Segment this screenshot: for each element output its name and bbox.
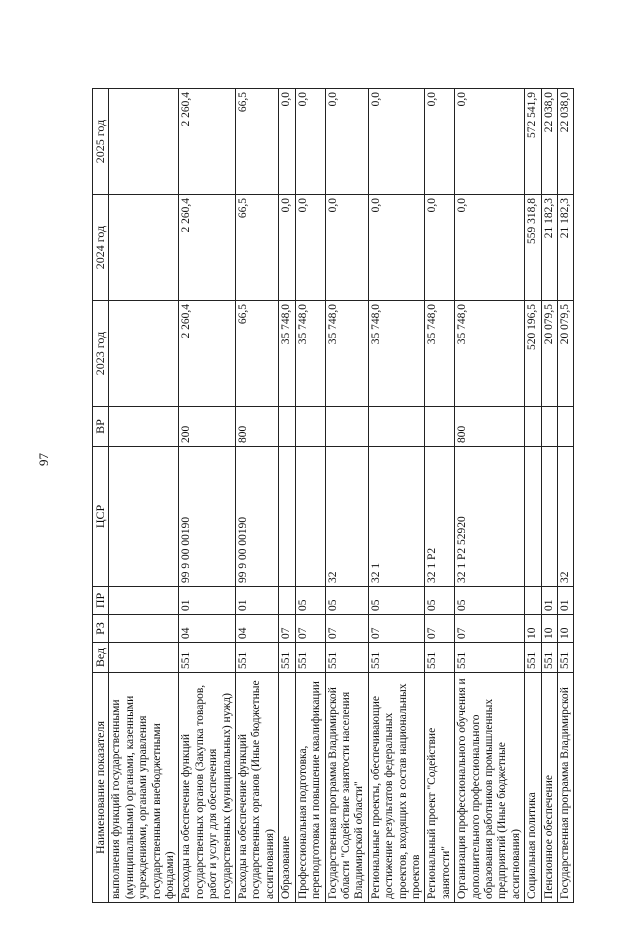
table-cell: 551 [325, 643, 368, 673]
indicator-name-cell: Профессиональная подготовка, переподготовка и повышение квалификации [295, 673, 325, 903]
indicator-name-cell: Образование [279, 673, 295, 903]
table-cell [109, 89, 179, 195]
table-cell: 551 [525, 643, 541, 673]
table-cell: 551 [279, 643, 295, 673]
table-row [368, 89, 425, 903]
table-cell: 35 748,0 [425, 301, 455, 407]
table-cell: 0,0 [325, 195, 368, 301]
table-cell [295, 447, 325, 587]
table-cell: 07 [368, 615, 425, 643]
table-cell: 22 038,0 [541, 89, 557, 195]
header-cell: Вед [93, 643, 109, 673]
table-cell: 07 [425, 615, 455, 643]
table-cell: 0,0 [295, 195, 325, 301]
header-cell: 2025 год [93, 89, 109, 195]
table-cell [109, 587, 179, 615]
table-cell: 04 [236, 615, 279, 643]
header-cell: РЗ [93, 615, 109, 643]
table-cell: 0,0 [425, 195, 455, 301]
table-cell: 07 [455, 615, 525, 643]
table-cell: 66,5 [236, 301, 279, 407]
table-cell: 551 [541, 643, 557, 673]
table-cell [525, 587, 541, 615]
table-cell: 800 [236, 407, 279, 447]
table-row [525, 89, 541, 903]
header-cell: Наименование показателя [93, 673, 109, 903]
table-cell: 66,5 [236, 89, 279, 195]
table-row [236, 89, 279, 903]
indicator-name-cell: Пенсионное обеспечение [541, 673, 557, 903]
header-cell: 2024 год [93, 195, 109, 301]
indicator-name-cell: Государственная программа Владимирской [558, 673, 574, 903]
table-cell: 35 748,0 [368, 301, 425, 407]
indicator-name-cell: Региональные проекты, обеспечивающие достижение результатов федеральных проектов, входящих в состав национальных проектов [368, 673, 425, 903]
table-cell: 0,0 [368, 195, 425, 301]
table-cell [109, 643, 179, 673]
table-row [295, 89, 325, 903]
header-cell: ВР [93, 407, 109, 447]
table-row [109, 89, 179, 903]
table-cell [325, 407, 368, 447]
indicator-name-cell: Региональный проект "Содействие занятости" [425, 673, 455, 903]
table-cell [558, 407, 574, 447]
table-cell: 0,0 [295, 89, 325, 195]
indicator-name-cell: Расходы на обеспечение функций государственных органов (Иные бюджетные ассигнования) [236, 673, 279, 903]
table-cell: 20 079,5 [558, 301, 574, 407]
table-cell: 2 260,4 [179, 301, 236, 407]
table-row [455, 89, 525, 903]
budget-table [92, 88, 574, 903]
table-cell: 07 [279, 615, 295, 643]
table-cell: 32 [325, 447, 368, 587]
table-cell: 05 [425, 587, 455, 615]
table-cell: 35 748,0 [295, 301, 325, 407]
table-cell: 32 1 P2 52920 [455, 447, 525, 587]
table-cell: 2 260,4 [179, 195, 236, 301]
table-cell [525, 447, 541, 587]
table-cell: 551 [455, 643, 525, 673]
table-cell: 21 182,3 [541, 195, 557, 301]
table-cell [109, 447, 179, 587]
table-cell: 66,5 [236, 195, 279, 301]
indicator-name-cell: Организация профессионального обучения и дополнительного профессионального образования работников промышленных предприятий (Иные бюджетные ассигнования) [455, 673, 525, 903]
table-cell: 32 1 P2 [425, 447, 455, 587]
header-cell: ЦСР [93, 447, 109, 587]
rotated-table-container [92, 89, 574, 903]
table-cell: 01 [558, 587, 574, 615]
header-cell: ПР [93, 587, 109, 615]
table-cell: 559 318,8 [525, 195, 541, 301]
table-cell: 05 [455, 587, 525, 615]
indicator-name-cell: выполнения функций государственными (муниципальными) органами, казенными учреждениями, органами управления государственными внебюджетными фондами) [109, 673, 179, 903]
table-row [179, 89, 236, 903]
table-cell: 2 260,4 [179, 89, 236, 195]
table-cell: 22 038,0 [558, 89, 574, 195]
table-row [279, 89, 295, 903]
table-cell: 04 [179, 615, 236, 643]
table-cell: 551 [425, 643, 455, 673]
table-cell: 05 [325, 587, 368, 615]
table-cell: 21 182,3 [558, 195, 574, 301]
table-cell: 520 196,5 [525, 301, 541, 407]
table-body [109, 89, 574, 903]
table-cell: 0,0 [425, 89, 455, 195]
table-cell: 572 541,9 [525, 89, 541, 195]
table-cell: 01 [236, 587, 279, 615]
table-cell: 10 [541, 615, 557, 643]
table-header-row [93, 89, 109, 903]
table-cell: 800 [455, 407, 525, 447]
table-cell [295, 407, 325, 447]
table-cell: 0,0 [455, 195, 525, 301]
table-cell: 551 [179, 643, 236, 673]
table-cell [279, 407, 295, 447]
table-cell: 10 [525, 615, 541, 643]
table-cell: 551 [236, 643, 279, 673]
table-cell: 200 [179, 407, 236, 447]
page-number: 97 [36, 453, 51, 466]
table-cell [368, 407, 425, 447]
table-cell: 35 748,0 [279, 301, 295, 407]
table-cell: 99 9 00 00190 [236, 447, 279, 587]
table-cell: 0,0 [368, 89, 425, 195]
header-cell: 2023 год [93, 301, 109, 407]
table-cell [541, 407, 557, 447]
table-cell: 0,0 [455, 89, 525, 195]
table-cell: 0,0 [279, 89, 295, 195]
table-cell [109, 407, 179, 447]
table-cell: 05 [368, 587, 425, 615]
table-cell: 07 [325, 615, 368, 643]
table-row [541, 89, 557, 903]
table-cell: 99 9 00 00190 [179, 447, 236, 587]
table-cell: 0,0 [325, 89, 368, 195]
table-cell: 35 748,0 [325, 301, 368, 407]
table-cell: 0,0 [279, 195, 295, 301]
indicator-name-cell: Государственная программа Владимирской области "Содействие занятости населения Владимирской области" [325, 673, 368, 903]
table-cell: 01 [179, 587, 236, 615]
table-cell: 07 [295, 615, 325, 643]
table-cell: 35 748,0 [455, 301, 525, 407]
indicator-name-cell: Расходы на обеспечение функций государственных органов (Закупка товаров, работ и услуг для обеспечения государственных (муниципальных) нужд) [179, 673, 236, 903]
table-cell: 551 [368, 643, 425, 673]
table-row [558, 89, 574, 903]
table-cell: 551 [295, 643, 325, 673]
indicator-name-cell: Социальная политика [525, 673, 541, 903]
table-row [325, 89, 368, 903]
table-cell: 01 [541, 587, 557, 615]
table-cell [541, 447, 557, 587]
table-cell: 32 1 [368, 447, 425, 587]
table-cell [109, 195, 179, 301]
table-cell [109, 301, 179, 407]
table-cell [109, 615, 179, 643]
table-cell: 32 [558, 447, 574, 587]
table-row [425, 89, 455, 903]
table-cell: 551 [558, 643, 574, 673]
table-cell: 05 [295, 587, 325, 615]
table-cell [525, 407, 541, 447]
table-cell [279, 587, 295, 615]
table-cell: 20 079,5 [541, 301, 557, 407]
table-cell [279, 447, 295, 587]
table-cell [425, 407, 455, 447]
table-cell: 10 [558, 615, 574, 643]
